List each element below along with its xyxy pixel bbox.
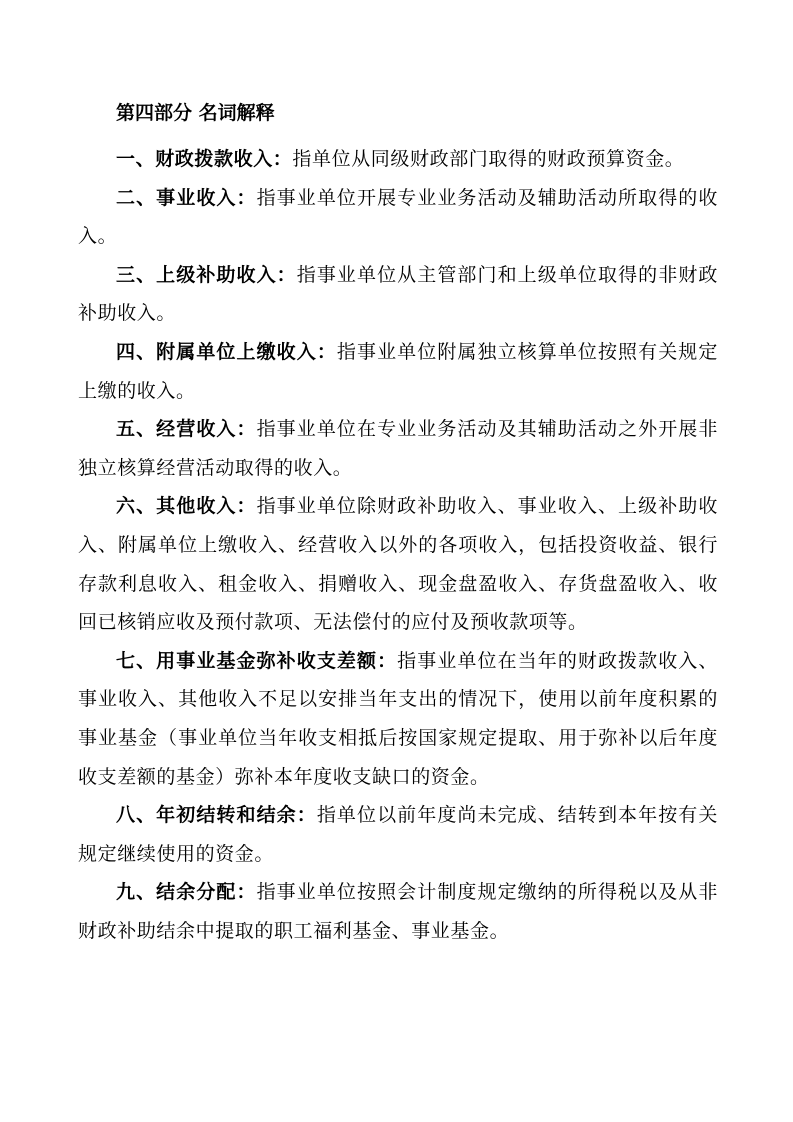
definition-term: 三、上级补助收入： (116, 263, 297, 286)
definition-paragraph (78, 487, 718, 641)
definition-paragraph (78, 410, 718, 487)
definition-paragraph (78, 333, 718, 410)
definition-text: 指事业单位除财政补助收入、事业收入、上级补助收入、附属单位上缴收入、经营收入以外的各项收入，包括投资收益、银行存款利息收入、租金收入、捐赠收入、现金盘盈收入、存货盘盈收入、收回已核销应收及预付款项、无法偿付的应付及预收款项等。 (78, 495, 718, 634)
definition-term: 八、年初结转和结余： (116, 804, 317, 827)
definition-paragraph (78, 873, 718, 950)
definition-paragraph (78, 140, 718, 179)
definition-paragraph (78, 256, 718, 333)
section-title: 第四部分 名词解释 (116, 102, 275, 124)
definition-term: 六、其他收入： (116, 495, 257, 518)
definition-term: 九、结余分配： (116, 881, 257, 904)
definition-text: 指单位以前年度尚未完成、结转到本年按有关规定继续使用的资金。 (78, 804, 718, 865)
definition-term: 二、事业收入： (116, 186, 257, 209)
definition-paragraph (78, 179, 718, 256)
definition-term: 四、附属单位上缴收入： (116, 340, 337, 363)
definition-text: 指事业单位附属独立核算单位按照有关规定上缴的收入。 (78, 340, 718, 402)
definitions-list (78, 140, 718, 950)
definition-text: 指事业单位从主管部门和上级单位取得的非财政补助收入。 (78, 263, 718, 325)
definition-text: 指事业单位在专业业务活动及其辅助活动之外开展非独立核算经营活动取得的收入。 (78, 418, 718, 479)
definition-term: 七、用事业基金弥补收支差额： (116, 649, 398, 672)
definition-text: 指事业单位按照会计制度规定缴纳的所得税以及从非财政补助结余中提取的职工福利基金、事业基金。 (78, 881, 718, 942)
definition-text: 指事业单位在当年的财政拨款收入、事业收入、其他收入不足以安排当年支出的情况下，使用以前年度积累的事业基金（事业单位当年收支相抵后按国家规定提取、用于弥补以后年度收支差额的基金）弥补本年度收支缺口的资金。 (78, 649, 718, 788)
definition-term: 一、财政拨款收入： (116, 148, 293, 170)
definition-text: 指单位从同级财政部门取得的财政预算资金。 (292, 148, 685, 170)
definition-term: 五、经营收入： (116, 418, 257, 441)
definition-text: 指事业单位开展专业业务活动及辅助活动所取得的收入。 (78, 186, 718, 248)
definition-paragraph (78, 642, 718, 796)
definition-paragraph (78, 796, 718, 873)
